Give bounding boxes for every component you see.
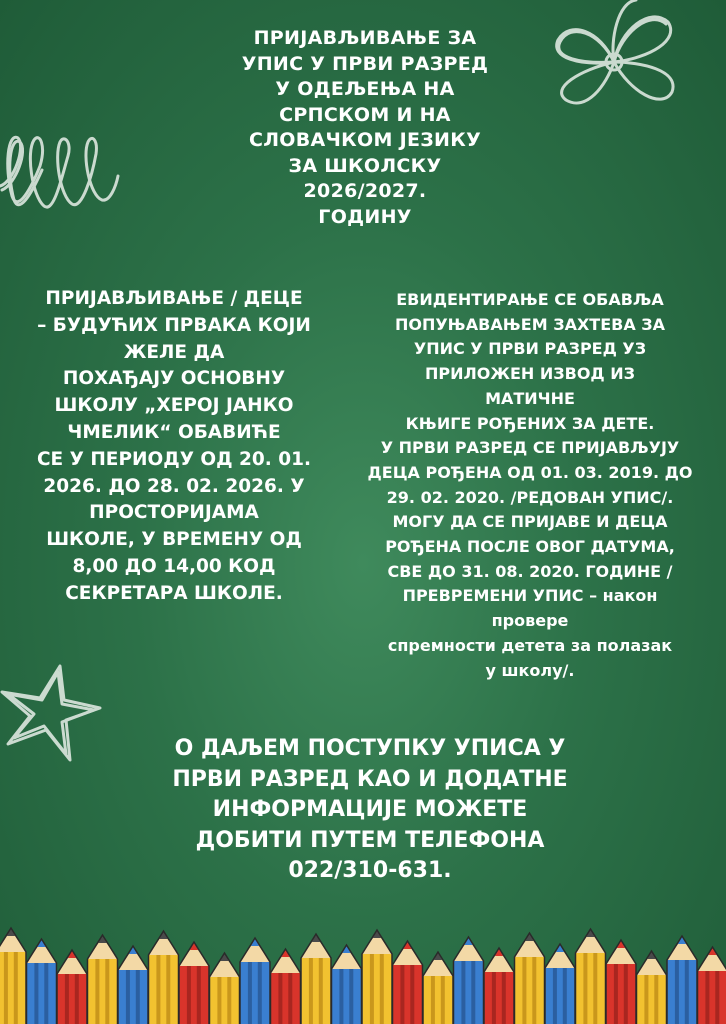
text-line: УПИС У ПРВИ РАЗРЕД УЗ (413, 339, 647, 359)
pencil (393, 941, 423, 1024)
text-line: – БУДУЋИХ ПРВАКА КОЈИ (37, 314, 311, 336)
contact-line: ПРВИ РАЗРЕД КАО И ДОДАТНЕ (172, 766, 568, 792)
pencil (576, 929, 606, 1024)
text-line: ЕВИДЕНТИРАЊЕ СЕ ОБАВЉА (396, 290, 664, 309)
pencil (88, 935, 118, 1024)
text-line: СВЕ ДО 31. 08. 2020. ГОДИНЕ / (387, 561, 673, 581)
text-line: РОЂЕНА ПОСЛЕ ОВОГ ДАТУМА, (385, 537, 675, 557)
title-line: 2026/2027. (303, 180, 427, 202)
pencil (332, 945, 362, 1024)
text-line: ШКОЛЕ, У ВРЕМЕНУ ОД (46, 529, 302, 551)
pencil (57, 950, 87, 1024)
pencil (27, 939, 57, 1024)
text-line: У ПРВИ РАЗРЕД СЕ ПРИЈАВЉУЈУ (380, 438, 680, 458)
pencil (301, 934, 331, 1024)
chalk-star-icon (0, 660, 110, 770)
contact-line: ИНФОРМАЦИЈЕ МОЖЕТЕ (212, 797, 528, 822)
pencil (637, 951, 667, 1024)
text-line: у школу/. (485, 660, 575, 680)
text-line: 2026. ДО 28. 02. 2026. У (43, 475, 305, 497)
title-line: ПРИЈАВЉИВАЊЕ ЗА (253, 27, 477, 49)
pencil (179, 942, 209, 1024)
text-line: спремности детета за полазак (387, 635, 673, 655)
enrollment-requirements (350, 288, 710, 683)
pencil (484, 948, 514, 1024)
text-line: ПРОСТОРИЈАМА (89, 502, 259, 524)
text-line: 8,00 ДО 14,00 КОД (72, 555, 276, 577)
text-line: ЧМЕЛИК“ ОБАВИЋЕ (67, 421, 281, 443)
text-line: ЖЕЛЕ ДА (123, 341, 225, 363)
text-line: ПОХАЂАЈУ ОСНОВНУ (62, 368, 286, 390)
title-block (200, 26, 530, 230)
pencil (667, 936, 697, 1024)
pencil (423, 952, 453, 1024)
pencil (515, 933, 545, 1024)
title-line: У ОДЕЉЕЊА НА (275, 78, 455, 100)
title-line: СРПСКОМ И НА (279, 103, 451, 126)
text-line: СЕ У ПЕРИОДУ ОД 20. 01. (36, 448, 312, 470)
pencil (271, 949, 301, 1024)
pencil (454, 937, 484, 1024)
text-line: ШКОЛУ „ХЕРОЈ ЈАНКО (54, 395, 294, 417)
contact-info (130, 734, 610, 887)
pencil (149, 931, 179, 1024)
title-line: ГОДИНУ (318, 205, 412, 228)
contact-line: ДОБИТИ ПУТЕМ ТЕЛЕФОНА (195, 827, 545, 853)
pencil (0, 928, 26, 1024)
text-line: 29. 02. 2020. /РЕДОВАН УПИС/. (386, 487, 674, 507)
text-line: ПОПУЊАВАЊЕМ ЗАХТЕВА ЗА (394, 314, 666, 334)
text-line: ПРЕВРЕМЕНИ УПИС – након (402, 586, 658, 606)
pencil (698, 947, 726, 1024)
contact-line: О ДАЉЕМ ПОСТУПКУ УПИСА У (174, 736, 566, 761)
title-line: СЛОВАЧКОМ ЈЕЗИКУ (248, 129, 482, 151)
pencil (545, 944, 575, 1024)
text-line: КЊИГЕ РОЂЕНИХ ЗА ДЕТЕ. (405, 413, 655, 433)
title-line: УПИС У ПРВИ РАЗРЕД (241, 52, 489, 75)
pencil (362, 930, 392, 1024)
text-line: МОГУ ДА СЕ ПРИЈАВЕ И ДЕЦА (392, 512, 668, 532)
chalk-loops-icon (0, 126, 120, 222)
text-line: ДЕЦА РОЂЕНА ОД 01. 03. 2019. ДО (367, 462, 693, 482)
text-line: ПРИЈАВЉИВАЊЕ / ДЕЦЕ (45, 288, 303, 309)
chalk-flower-icon (540, 0, 690, 120)
registration-info (14, 286, 334, 608)
text-line: провере (491, 611, 569, 631)
title-line: ЗА ШКОЛСКУ (288, 154, 442, 177)
pencil (606, 940, 636, 1024)
pencil (240, 938, 270, 1024)
text-line: МАТИЧНЕ (485, 388, 575, 408)
phone-number: 022/310-631. (288, 858, 452, 883)
text-line: ПРИЛОЖЕН ИЗВОД ИЗ (424, 364, 635, 384)
pencils-border (0, 920, 726, 1024)
pencil (118, 946, 148, 1024)
pencil (210, 953, 240, 1024)
text-line: СЕКРЕТАРА ШКОЛЕ. (65, 582, 283, 604)
